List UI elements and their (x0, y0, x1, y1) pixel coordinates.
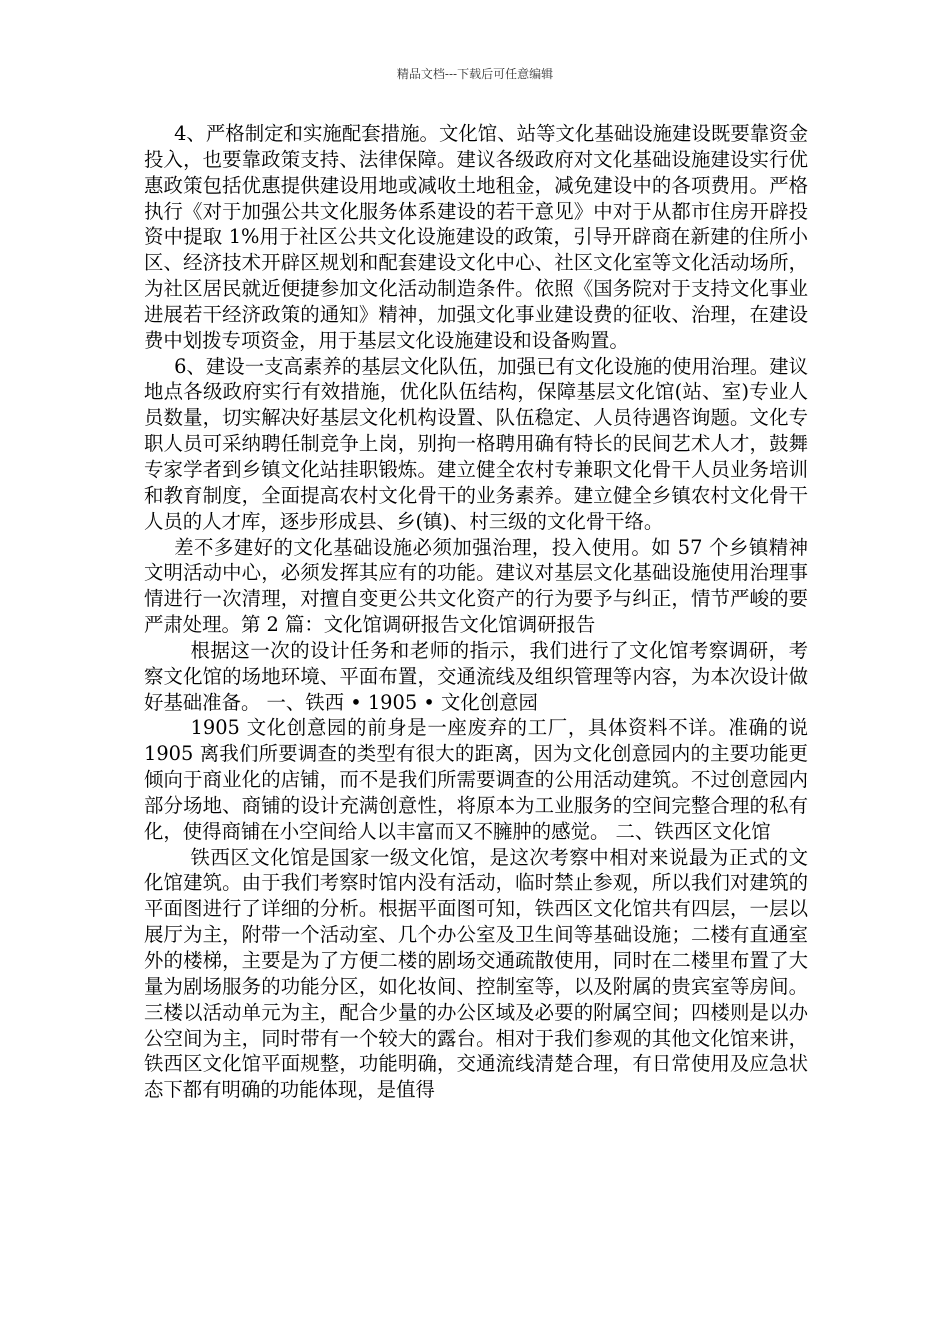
paragraph-tiexi: 铁西区文化馆是国家一级文化馆，是这次考察中相对来说最为正式的文化馆建筑。由于我们考察时馆内没有活动，临时禁止参观，所以我们对建筑的平面图进行了详细的分析。根据平面图可知，铁西区文化馆共有四层，一层以展厅为主，附带一个活动室、几个办公室及卫生间等基础设施；二楼有直通室外的楼梯，主要是为了方便二楼的剧场交通疏散使用，同时在二楼里布置了大量为剧场服务的功能分区，如化妆间、控制室等，以及附属的贵宾室等房间。三楼以活动单元为主，配合少量的办公区域及必要的附属空间；四楼则是以办公空间为主，同时带有一个较大的露台。相对于我们参观的其他文化馆来讲，铁西区文化馆平面规整，功能明确，交通流线清楚合理，有日常使用及应急状态下都有明确的功能体现，是值得 (144, 845, 808, 1102)
paragraph-1905: 1905 文化创意园的前身是一座废弃的工厂，具体资料不详。准确的说 1905 离我们所要调查的类型有很大的距离，因为文化创意园内的主要功能更倾向于商业化的店铺，而不是我们所需要调查的公用活动建筑。不过创意园内部分场地、商铺的设计充满创意性，将原本为工业服务的空间完整合理的私有化，使得商铺在小空间给人以丰富而又不臃肿的感觉。 二、铁西区文化馆 (144, 716, 808, 843)
paragraph-team: 6、建设一支高素养的基层文化队伍，加强已有文化设施的使用治理。建议地点各级政府实行有效措施，优化队伍结构，保障基层文化馆(站、室)专业人员数量，切实解决好基层文化机构设置、队伍稳定、人员待遇咨询题。文化专职人员可采纳聘任制竞争上岗，别拘一格聘用确有特长的民间艺术人才，鼓舞专家学者到乡镇文化站挂职锻炼。建立健全农村专兼职文化骨干人员业务培训和教育制度，全面提高农村文化骨干的业务素养。建立健全乡镇农村文化骨干人员的人才库，逐步形成县、乡(镇)、村三级的文化骨干络。 (144, 354, 808, 533)
paragraph-measures: 4、严格制定和实施配套措施。文化馆、站等文化基础设施建设既要靠资金投入，也要靠政策支持、法律保障。建议各级政府对文化基础设施建设实行优惠政策包括优惠提供建设用地或减收土地租金，减免建设中的各项费用。严格执行《对于加强公共文化服务体系建设的若干意见》中对于从都市住房开辟投资中提取 1%用于社区公共文化设施建设的政策，引导开辟商在新建的住所小区、经济技术开辟区规划和配套建设文化中心、社区文化室等文化活动场所，为社区居民就近便捷参加文化活动制造条件。依照《国务院对于支持文化事业进展若干经济政策的通知》精神，加强文化事业建设费的征收、治理，在建设费中划拨专项资金，用于基层文化设施建设和设备购置。 (144, 122, 808, 352)
paragraph-management: 差不多建好的文化基础设施必须加强治理，投入使用。如 57 个乡镇精神文明活动中心，必须发挥其应有的功能。建议对基层文化基础设施使用治理事情进行一次清理，对擅自变更公共文化资产的行为要予与纠正，情节严峻的要严肃处理。第 2 篇：文化馆调研报告文化馆调研报告 (144, 535, 808, 637)
document-body (144, 121, 808, 1103)
page-header: 精品文档---下载后可任意编辑 (396, 67, 554, 81)
paragraph-intro: 根据这一次的设计任务和老师的指示，我们进行了文化馆考察调研，考察文化馆的场地环境、平面布置，交通流线及组织管理等内容，为本次设计做好基础准备。 一、铁西 • 1905 • 文化创意园 (144, 638, 808, 714)
